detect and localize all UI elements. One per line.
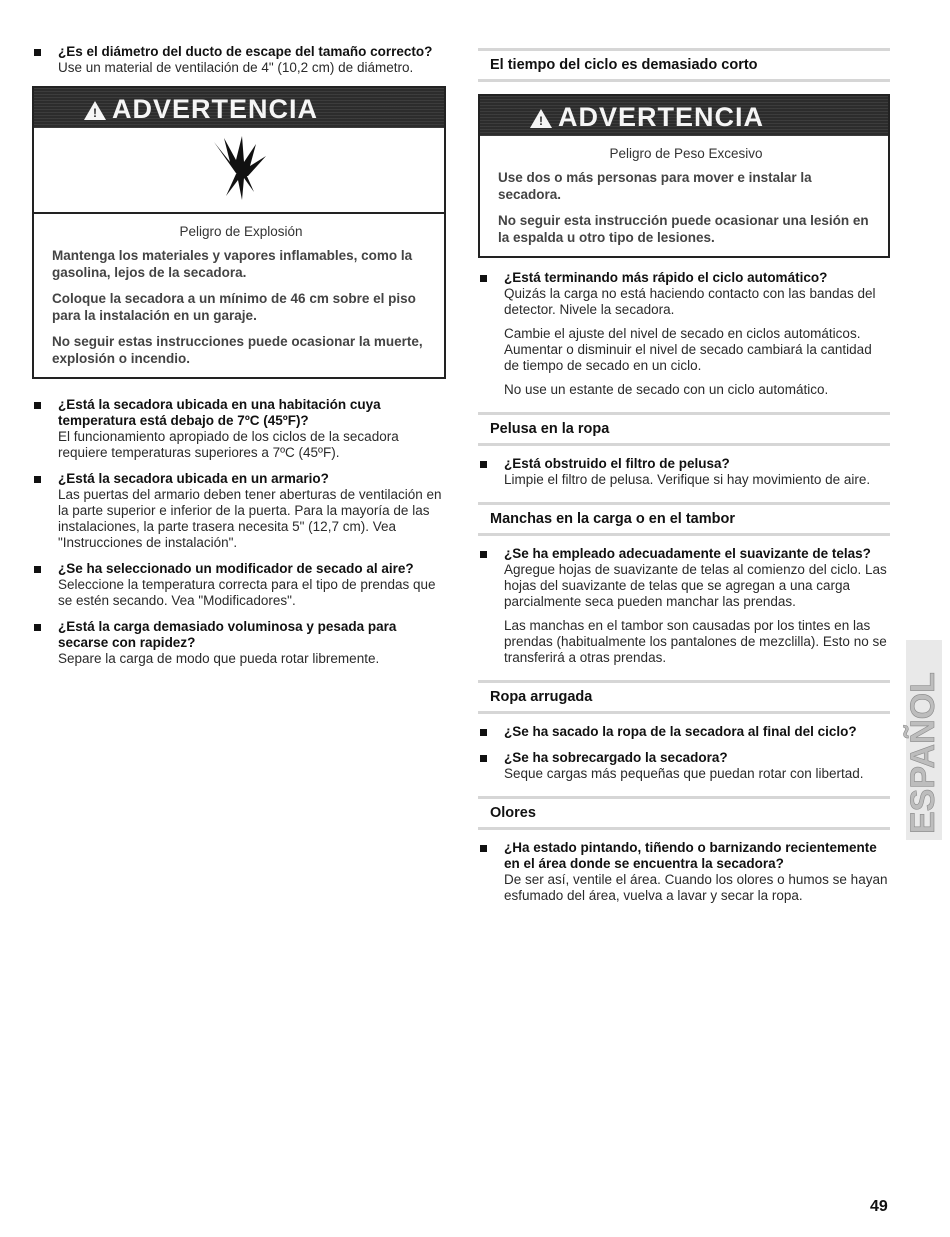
answer: Separe la carga de modo que pueda rotar libremente.	[58, 651, 380, 666]
list-item	[478, 750, 890, 782]
answer: Quizás la carga no está haciendo contacto con las bandas del detector. Nivele la secadora.	[504, 286, 876, 317]
bullet-square	[34, 624, 41, 631]
question: ¿Está terminando más rápido el ciclo automático?	[504, 270, 828, 285]
bullet-square	[480, 755, 487, 762]
list-item	[478, 546, 890, 666]
side-tab-label: ESPAÑOL	[904, 672, 942, 834]
answer: Agregue hojas de suavizante de telas al comienzo del ciclo. Las hojas del suavizante de telas que se agregan a una carga parcialmente seca pueden manchar las prendas.	[504, 562, 887, 609]
right-column	[478, 0, 890, 914]
answer: Cambie el ajuste del nivel de secado en ciclos automáticos. Aumentar o disminuir el nivel de secado cambiará la cantidad de tiempo de secado en un ciclo.	[504, 326, 872, 373]
section-heading: Manchas en la carga o en el tambor	[478, 502, 890, 536]
answer: Seleccione la temperatura correcta para el tipo de prendas que se estén secando. Vea "Modificadores".	[58, 577, 436, 608]
question: ¿Se ha empleado adecuadamente el suavizante de telas?	[504, 546, 871, 561]
warning-line: Mantenga los materiales y vapores inflamables, como la gasolina, lejos de la secadora.	[52, 248, 413, 280]
hazard-title: Peligro de Peso Excesivo	[609, 146, 763, 161]
list-item	[478, 270, 890, 398]
list-item	[32, 619, 446, 667]
list-item	[478, 456, 890, 488]
section-heading: Pelusa en la ropa	[478, 412, 890, 446]
language-tab-graphic	[900, 640, 944, 840]
list-item	[32, 471, 446, 551]
warning-line: No seguir esta instrucción puede ocasionar una lesión en la espalda u otro tipo de lesiones.	[498, 213, 869, 245]
warning-title: ADVERTENCIA	[558, 102, 765, 132]
answer: Las puertas del armario deben tener aberturas de ventilación en la parte superior e inferior de la puerta. Para la mayoría de las instalaciones, la parte trasera necesita 5" (12,7 cm). Vea "Instrucciones de instalación".	[58, 487, 442, 550]
bullet-square	[34, 476, 41, 483]
left-list	[32, 397, 446, 667]
warning-header	[480, 96, 888, 136]
explosion-icon	[208, 136, 268, 202]
question: ¿Es el diámetro del ducto de escape del tamaño correcto?	[58, 44, 433, 59]
language-side-tab	[900, 640, 944, 840]
question: ¿Está la secadora ubicada en un armario?	[58, 471, 329, 486]
warning-box-explosion	[32, 86, 446, 379]
warning-text	[34, 214, 444, 377]
warning-title: ADVERTENCIA	[112, 94, 319, 124]
bullet-square	[480, 461, 487, 468]
warning-triangle-icon: !	[84, 101, 106, 120]
warning-triangle-icon: !	[530, 109, 552, 128]
list-item	[478, 840, 890, 904]
bullet-square	[480, 729, 487, 736]
warning-text	[480, 136, 888, 256]
bullet-square	[480, 275, 487, 282]
warning-box-weight	[478, 94, 890, 258]
question: ¿Se ha sobrecargado la secadora?	[504, 750, 728, 765]
bullet-square	[34, 402, 41, 409]
answer: El funcionamiento apropiado de los ciclos de la secadora requiere temperaturas superiores a 7ºC (45ºF).	[58, 429, 399, 460]
list-item	[32, 561, 446, 609]
warning-line: Use dos o más personas para mover e instalar la secadora.	[498, 170, 812, 202]
question: ¿Está la carga demasiado voluminosa y pesada para secarse con rapidez?	[58, 619, 397, 650]
question: ¿Se ha seleccionado un modificador de secado al aire?	[58, 561, 414, 576]
warning-line: Coloque la secadora a un mínimo de 46 cm sobre el piso para la instalación en un garaje.	[52, 291, 416, 323]
question: ¿Se ha sacado la ropa de la secadora al final del ciclo?	[504, 724, 857, 739]
answer: De ser así, ventile el área. Cuando los olores o humos se hayan esfumado del área, vuelva a lavar y secar la ropa.	[504, 872, 888, 903]
bullet-square	[480, 551, 487, 558]
bullet-square	[34, 566, 41, 573]
bullet-square	[480, 845, 487, 852]
warning-line: No seguir estas instrucciones puede ocasionar la muerte, explosión o incendio.	[52, 334, 423, 366]
list-item	[32, 397, 446, 461]
section-heading: Ropa arrugada	[478, 680, 890, 714]
bullet-square	[34, 49, 41, 56]
list-item	[478, 724, 890, 740]
page-number: 49	[870, 1198, 888, 1215]
answer: Use un material de ventilación de 4" (10,2 cm) de diámetro.	[58, 60, 414, 75]
warning-header	[34, 88, 444, 128]
hazard-symbol-area	[34, 128, 444, 214]
answer: No use un estante de secado con un ciclo automático.	[504, 382, 829, 397]
question: ¿Ha estado pintando, tiñendo o barnizando recientemente en el área donde se encuentra la secadora?	[504, 840, 877, 871]
hazard-title: Peligro de Explosión	[179, 224, 303, 239]
section-heading: Olores	[478, 796, 890, 830]
answer: Limpie el filtro de pelusa. Verifique si hay movimiento de aire.	[504, 472, 871, 487]
question: ¿Está obstruido el filtro de pelusa?	[504, 456, 730, 471]
left-column	[32, 0, 446, 677]
question: ¿Está la secadora ubicada en una habitación cuya temperatura está debajo de 7ºC (45ºF)?	[58, 397, 381, 428]
answer: Seque cargas más pequeñas que puedan rotar con libertad.	[504, 766, 864, 781]
list-item	[32, 44, 446, 76]
answer: Las manchas en el tambor son causadas por los tintes en las prendas (habitualmente los pantalones de mezclilla). Esto no se transferirá a otras prendas.	[504, 618, 887, 665]
section-heading: El tiempo del ciclo es demasiado corto	[478, 48, 890, 82]
